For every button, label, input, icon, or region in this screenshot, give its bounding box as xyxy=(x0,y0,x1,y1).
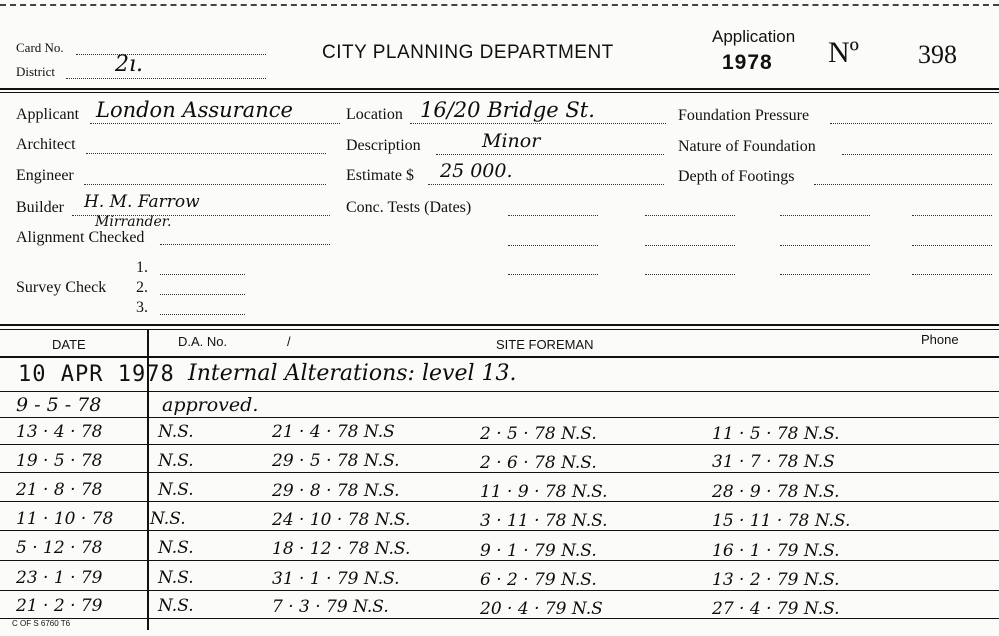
estimate-line xyxy=(428,184,664,185)
approved-text: approved. xyxy=(162,394,259,416)
survey-line-3 xyxy=(160,314,245,315)
row-c4: 13 · 2 · 79 N.S. xyxy=(712,570,840,590)
row-rule-8 xyxy=(0,590,999,591)
row-c2: 24 · 10 · 78 N.S. xyxy=(272,510,411,530)
row-c2: 18 · 12 · 78 N.S. xyxy=(272,539,411,559)
location-value: 16/20 Bridge St. xyxy=(420,98,595,122)
application-number: 398 xyxy=(918,40,957,69)
application-label: Application xyxy=(712,27,796,46)
row-c3: 6 · 2 · 79 N.S. xyxy=(480,570,597,590)
row-c1: N.S. xyxy=(158,422,194,442)
row-c3: 9 · 1 · 79 N.S. xyxy=(480,541,597,561)
district-line xyxy=(66,78,266,79)
survey-check-label: Survey Check xyxy=(16,279,107,296)
survey-number-3: 3. xyxy=(136,299,148,316)
district-value: 2ı. xyxy=(115,52,144,77)
location-label: Location xyxy=(346,106,403,123)
row-c2: 29 · 5 · 78 N.S. xyxy=(272,451,400,471)
survey-number-2: 2. xyxy=(136,279,148,296)
conc-line-3a xyxy=(508,274,598,275)
estimate-label: Estimate $ xyxy=(346,167,414,184)
conc-line-1d xyxy=(912,215,992,216)
row-date: 11 · 10 · 78 xyxy=(16,509,114,529)
table-top-rule xyxy=(0,324,999,326)
conc-line-1c xyxy=(780,215,870,216)
alignment-checked-label: Alignment Checked xyxy=(16,229,145,246)
row-c1: N.S. xyxy=(158,568,194,588)
row-c3: 2 · 6 · 78 N.S. xyxy=(480,453,597,473)
architect-line xyxy=(86,153,326,154)
conc-line-2c xyxy=(780,245,870,246)
conc-line-1a xyxy=(508,215,598,216)
engineer-line xyxy=(84,184,326,185)
builder-label: Builder xyxy=(16,199,64,216)
stamp-description: Internal Alterations: level 13. xyxy=(188,361,517,386)
description-value: Minor xyxy=(482,130,541,152)
conc-line-2d xyxy=(912,245,992,246)
district-label: District xyxy=(16,64,55,79)
survey-line-1 xyxy=(160,274,245,275)
row-date: 21 · 2 · 79 xyxy=(16,596,103,616)
conc-tests-label: Conc. Tests (Dates) xyxy=(346,199,472,216)
row-c3: 20 · 4 · 79 N.S xyxy=(480,599,603,619)
row-c1: N.S. xyxy=(150,509,186,529)
row-c4: 15 · 11 · 78 N.S. xyxy=(712,511,851,531)
nature-line xyxy=(842,154,992,155)
row-c1: N.S. xyxy=(158,596,194,616)
row-c4: 11 · 5 · 78 N.S. xyxy=(712,424,840,444)
survey-number-1: 1. xyxy=(136,259,148,276)
conc-line-3c xyxy=(780,274,870,275)
foundation-pressure-line xyxy=(830,123,992,124)
builder-value-2: Mirrander. xyxy=(95,214,172,230)
table-header-rule xyxy=(0,356,999,358)
col-date-header: DATE xyxy=(52,337,86,352)
row-date: 13 · 4 · 78 xyxy=(16,422,103,442)
col-phone-header: Phone xyxy=(921,332,959,347)
description-line xyxy=(436,154,664,155)
conc-line-3b xyxy=(645,274,735,275)
row-c2: 21 · 4 · 78 N.S xyxy=(272,422,395,442)
row-date: 19 · 5 · 78 xyxy=(16,451,103,471)
form-code: C OF S 6760 T6 xyxy=(12,619,71,628)
top-edge xyxy=(0,4,999,6)
stamp-date: 10 APR 1978 xyxy=(18,362,175,387)
conc-line-3d xyxy=(912,274,992,275)
depth-line xyxy=(814,184,992,185)
row-c4: 27 · 4 · 79 N.S. xyxy=(712,599,840,619)
conc-line-2a xyxy=(508,245,598,246)
row-c2: 31 · 1 · 79 N.S. xyxy=(272,569,400,589)
row-rule-2 xyxy=(0,417,999,418)
table-top-rule-2 xyxy=(0,329,999,330)
card-no-line xyxy=(76,54,266,55)
row-c3: 11 · 9 · 78 N.S. xyxy=(480,482,608,502)
row-c2: 7 · 3 · 79 N.S. xyxy=(272,597,389,617)
nature-of-foundation-label: Nature of Foundation xyxy=(678,138,816,155)
alignment-line xyxy=(160,244,330,245)
row-c4: 16 · 1 · 79 N.S. xyxy=(712,541,840,561)
estimate-value: 25 000. xyxy=(440,160,513,182)
engineer-label: Engineer xyxy=(16,167,74,184)
number-sign: Nº xyxy=(828,36,859,69)
row-c1: N.S. xyxy=(158,451,194,471)
applicant-value: London Assurance xyxy=(96,98,293,122)
row-date: 23 · 1 · 79 xyxy=(16,568,103,588)
department-title: CITY PLANNING DEPARTMENT xyxy=(322,42,614,63)
depth-of-footings-label: Depth of Footings xyxy=(678,168,795,185)
survey-line-2 xyxy=(160,294,245,295)
description-label: Description xyxy=(346,137,421,154)
row-rule-3 xyxy=(0,444,999,445)
row-c4: 28 · 9 · 78 N.S. xyxy=(712,482,840,502)
row-c2: 29 · 8 · 78 N.S. xyxy=(272,481,400,501)
foundation-pressure-label: Foundation Pressure xyxy=(678,107,810,124)
header-rule-2 xyxy=(0,92,999,93)
row-c4: 31 · 7 · 78 N.S xyxy=(712,452,835,472)
row-c1: N.S. xyxy=(158,538,194,558)
row-date: 21 · 8 · 78 xyxy=(16,480,103,500)
col-da-no-header: D.A. No. xyxy=(178,334,228,349)
col-site-foreman-header: SITE FOREMAN xyxy=(496,337,594,352)
builder-value: H. M. Farrow xyxy=(84,192,200,212)
row-c3: 3 · 11 · 78 N.S. xyxy=(480,511,608,531)
row-date: 5 · 12 · 78 xyxy=(16,538,103,558)
header-rule xyxy=(0,88,999,90)
location-line xyxy=(410,123,666,124)
conc-line-1b xyxy=(645,215,735,216)
architect-label: Architect xyxy=(16,136,76,153)
row-c1: N.S. xyxy=(158,480,194,500)
col-slash-header: / xyxy=(287,334,291,349)
applicant-line xyxy=(90,123,340,124)
row-rule-1 xyxy=(0,391,999,392)
card-no-label: Card No. xyxy=(16,40,64,55)
row-c3: 2 · 5 · 78 N.S. xyxy=(480,424,597,444)
applicant-label: Applicant xyxy=(16,106,80,123)
conc-line-2b xyxy=(645,245,735,246)
approved-date: 9 - 5 - 78 xyxy=(16,394,102,416)
application-year: 1978 xyxy=(722,51,773,74)
